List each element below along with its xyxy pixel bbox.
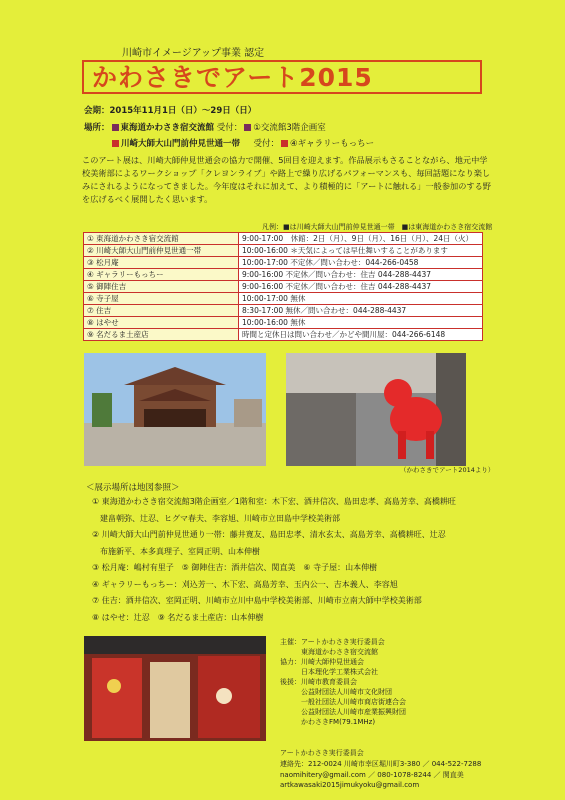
schedule-hours: 9:00-16:00 不定休／問い合わせ：住吉 044-288-4437	[239, 281, 483, 293]
contact-line: artkawasaki2015jimukyoku@gmail.com	[280, 781, 420, 789]
organizer-line: 日本理化学工業株式会社	[280, 668, 378, 676]
schedule-hours: 10:00-16:00 無休	[239, 317, 483, 329]
table-row	[84, 257, 483, 269]
organizer-line: 東海道かわさき宿交流館	[280, 648, 378, 656]
photo-caption: （かわさきでアート2014より）	[400, 466, 495, 474]
schedule-hours: 10:00-16:00 ＊天気によっては早仕舞いすることがあります	[239, 245, 483, 257]
schedule-hours: 時間と定休日は問い合わせ／かどや間川屋：044-266-6148	[239, 329, 483, 341]
organizer-line: 協力：川崎大師仲見世通会	[280, 658, 364, 666]
organizer-line: 主催：アートかわさき実行委員会	[280, 638, 385, 646]
schedule-table	[83, 232, 483, 341]
organizer-line: かわさきFM(79.1MHz)	[280, 718, 376, 726]
square-icon	[112, 140, 119, 147]
organizer-line: 一般社団法人川崎市商店街連合会	[280, 698, 406, 706]
schedule-location: ⑨ 名だるま土産店	[84, 329, 239, 341]
place-label: 場所：	[84, 123, 110, 133]
schedule-location: ⑥ 寺子屋	[84, 293, 239, 305]
exhibitor-line: ⑧ はやせ：辻忍 ⑨ 名だるま土産店：山本伸樹	[92, 612, 264, 622]
exhibitor-line: ① 東海道かわさき宿交流館3階企画室／1階和室：木下宏、酒井信次、島田忠孝、高島芳幸、高橋耕旺	[92, 497, 456, 506]
schedule-hours: 8:30-17:00 無休／問い合わせ：044-288-4437	[239, 305, 483, 317]
schedule-location: ⑦ 住吉	[84, 305, 239, 317]
period-label: 会期：	[84, 106, 110, 116]
table-row	[84, 293, 483, 305]
pretitle: 川崎市イメージアップ事業 認定	[122, 48, 265, 59]
exhibitor-line: ② 川崎大師大山門前仲見世通り一帯：藤井寛友、島田忠孝、清水玄太、高島芳幸、高橋耕旺、辻忍	[92, 530, 446, 539]
place1: 東海道かわさき宿交流館	[120, 123, 215, 133]
contact-line: アートかわさき実行委員会	[280, 749, 364, 757]
period-value: 2015年11月1日（日）～29日（日）	[109, 106, 257, 116]
schedule-location: ② 川崎大師大山門前仲見世通一帯	[84, 245, 239, 257]
red-dog-photo	[286, 353, 466, 466]
place2: 川崎大師大山門前仲見世通一帯	[121, 139, 241, 149]
schedule-hours: 9:00-16:00 不定休／問い合わせ：住吉 044-288-4437	[239, 269, 483, 281]
temple-photo	[84, 353, 266, 466]
exhibitor-line: ④ ギャラリーもっちー：刈込芳一、木下宏、高島芳幸、玉内公一、吉本義人、李容旭	[92, 579, 398, 589]
organizer-line: 公益財団法人川崎市産業振興財団	[280, 708, 406, 716]
square-icon	[244, 124, 251, 131]
exhibitor-line: ⑦ 住吉：酒井信次、室岡正明、川崎市立川中島中学校美術部、川崎市立南大師中学校美術部	[92, 596, 422, 605]
square-icon	[281, 140, 288, 147]
contact-line: naomihitery@gmail.com ／ 080-1078-8244 ／ 関直美	[280, 771, 464, 779]
schedule-location: ① 東海道かわさき宿交流館	[84, 233, 239, 245]
exhibitor-line: 建畠朝弥、辻忍、ヒグマ春夫、李容旭、川崎市立田島中学校美術部	[92, 513, 340, 523]
organizer-line: 公益財団法人川崎市文化財団	[280, 688, 392, 696]
table-row	[84, 233, 483, 245]
place1-note: 受付：	[216, 123, 243, 133]
red-dog-photo-image	[286, 353, 466, 466]
table-row	[84, 317, 483, 329]
exhibitor-line: 布施新平、本多真理子、室岡正明、山本伸樹	[92, 546, 260, 556]
schedule-location: ⑤ 御陣住吉	[84, 281, 239, 293]
shop-photo	[84, 636, 266, 741]
temple-photo-image	[84, 353, 266, 466]
contact-line: 連絡先：212-0024 川崎市幸区堀川町3-380 ／ 044-522-7288	[280, 760, 482, 768]
schedule-hours: 9:00-17:00 休館：2日（月）、9日（月）、16日（月）、24日（火）	[239, 233, 483, 245]
legend: 凡例：■は川崎大師大山門前仲見世通一帯 ■は東海道かわさき宿交流館	[262, 223, 493, 231]
place2-note: 受付：	[253, 139, 280, 149]
table-row	[84, 269, 483, 281]
page-title: かわさきでアート2015	[92, 63, 373, 92]
schedule-location: ④ ギャラリーもっちー	[84, 269, 239, 281]
schedule-hours: 10:00-17:00 不定休／問い合わせ：044-266-0458	[239, 257, 483, 269]
contact-block	[280, 748, 481, 792]
title-box	[82, 60, 482, 94]
period-line	[84, 104, 256, 116]
exhibitors-heading: ＜展示場所は地図参照＞	[86, 483, 180, 493]
table-row	[84, 305, 483, 317]
exhibitor-line: ③ 松月庵：嶋村有里子 ⑤ 御陣住吉：酒井信次、関直美 ⑥ 寺子屋：山本伸樹	[92, 563, 378, 572]
organizers	[280, 637, 406, 727]
schedule-location: ⑧ はやせ	[84, 317, 239, 329]
table-row	[84, 281, 483, 293]
organizer-line: 後援：川崎市教育委員会	[280, 678, 357, 686]
place-line-1	[84, 121, 326, 133]
place-line-2	[110, 137, 374, 149]
schedule-location: ③ 松月庵	[84, 257, 239, 269]
exhibitors-list	[92, 496, 456, 628]
intro-text: このアート展は、川崎大師仲見世通会の協力で開催、5回目を迎えます。作品展示もさることながら、地元中学校美術部によるワークショップ「クレヨンライブ」や路上で繰り広げるパフォーマンスも、毎回話題になり楽しみにされるようになってきました。今年度はそれに加えて、より積極的に「アートに触れる」一般参加のする野を広げるべく展開したく思います。	[82, 155, 491, 204]
place2-desk: ④ギャラリーもっちー	[290, 139, 375, 149]
place1-desk: ①交流館3階企画室	[253, 123, 326, 133]
table-row	[84, 245, 483, 257]
table-row	[84, 329, 483, 341]
schedule-hours: 10:00-17:00 無休	[239, 293, 483, 305]
shop-photo-image	[84, 636, 266, 741]
square-icon	[112, 124, 119, 131]
